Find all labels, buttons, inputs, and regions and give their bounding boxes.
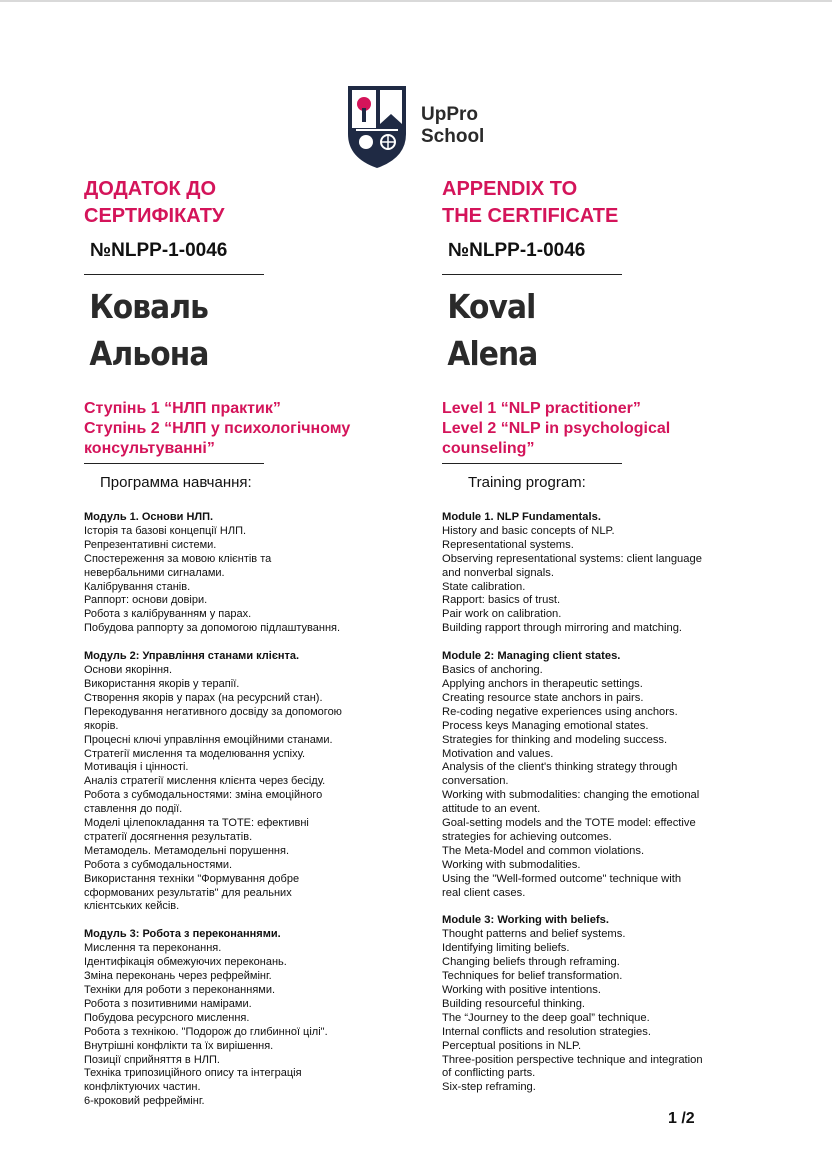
title-line: THE CERTIFICATE [442, 205, 619, 227]
module-item: Метамодель. Метамодельні порушення. [84, 844, 290, 857]
module-item: Техніка трипозиційного опису та інтеграція [84, 1067, 302, 1080]
module-item: Three-position perspective technique and integration [442, 1053, 703, 1066]
module-item: Building rapport through mirroring and matching. [442, 622, 683, 635]
module-item: Історія та базові концепції НЛП. [84, 524, 247, 537]
module-item: Observing representational systems: client language [442, 552, 702, 565]
module-title: Модуль 3: Робота з переконаннями. [84, 928, 281, 941]
module-item: клієнтських кейсів. [84, 900, 180, 913]
module-item: Використання якорів у терапії. [84, 677, 240, 690]
module-block [84, 511, 404, 636]
module-title: Module 2: Managing client states. [442, 650, 621, 663]
module-item: Working with submodalities. [442, 858, 581, 871]
module-item: 6-кроковий рефреймінг. [84, 1095, 205, 1108]
module-item: Робота з калібруванням у парах. [84, 608, 252, 621]
module-item: Working with submodalities: changing the emotional [442, 789, 700, 802]
module-item: Representational systems. [442, 538, 574, 551]
divider [84, 274, 264, 275]
module-item: Створення якорів у парах (на ресурсний стан). [84, 691, 323, 704]
module-item: Аналіз стратегії мислення клієнта через бесіду. [84, 775, 326, 788]
module-item: Мислення та переконання. [84, 942, 222, 955]
module-item: Перекодування негативного досвіду за допомогою [84, 705, 342, 718]
module-item: Rapport: basics of trust. [442, 594, 561, 607]
title-line: ДОДАТОК ДО [84, 178, 217, 200]
program-modules [442, 511, 772, 1095]
title-line: СЕРТИФІКАТУ [84, 205, 225, 227]
module-block [442, 650, 772, 900]
top-border [0, 0, 832, 2]
program-title: Training program: [468, 474, 586, 491]
module-item: Техніки для роботи з переконаннями. [84, 984, 276, 996]
program-modules [84, 511, 404, 1109]
module-item: Калібрування станів. [84, 580, 191, 593]
module-item: Process keys Managing emotional states. [442, 719, 649, 732]
module-item: real client cases. [442, 886, 526, 899]
module-item: Репрезентативні системи. [84, 538, 217, 551]
surname: Коваль [89, 287, 209, 326]
shield-logo-icon [346, 84, 408, 170]
module-item: Спостереження за мовою клієнтів та [84, 552, 272, 565]
module-item: of conflicting parts. [442, 1067, 536, 1080]
holder-name [84, 283, 372, 377]
module-item: сформованих результатів" для реальних [84, 886, 292, 899]
page-number: 1 /2 [668, 1110, 695, 1127]
module-item: Internal conflicts and resolution strategies. [442, 1025, 651, 1038]
module-item: Changing beliefs through reframing. [442, 956, 620, 969]
level-line: Ступінь 1 “НЛП практик” [84, 400, 281, 417]
module-item: Основи якоріння. [84, 664, 173, 677]
module-item: Applying anchors in therapeutic settings. [442, 677, 643, 690]
levels [84, 399, 404, 459]
level-line: Ступінь 2 “НЛП у психологічному [84, 420, 351, 437]
module-item: Зміна переконань через рефреймінг. [84, 970, 272, 983]
module-item: Using the "Well-formed outcome" technique with [442, 872, 682, 885]
logo-text-line1: UpPro [421, 104, 478, 125]
module-item: Позиції сприйняття в НЛП. [84, 1053, 220, 1066]
module-item: The “Journey to the deep goal” technique. [442, 1011, 650, 1024]
level-line: Level 2 “NLP in psychological [442, 420, 671, 437]
certificate-number: №NLPP-1-0046 [448, 240, 586, 261]
level-line: counseling” [442, 440, 535, 457]
appendix-title-ua [84, 176, 404, 230]
module-item: ставлення до події. [84, 803, 183, 816]
title-line: APPENDIX TO [442, 178, 578, 200]
divider [84, 463, 264, 464]
module-item: Робота з субмодальностями. [84, 858, 233, 871]
module-title: Модуль 2: Управління станами клієнта. [84, 650, 300, 663]
module-item: The Meta-Model and common violations. [442, 844, 645, 857]
module-item: Стратегії мислення та моделювання успіху. [84, 747, 306, 760]
module-item: Building resourceful thinking. [442, 997, 586, 1010]
right-column-english [442, 176, 772, 1109]
module-block [442, 914, 772, 1095]
module-item: якорів. [84, 719, 119, 732]
module-block [442, 511, 772, 636]
module-item: Motivation and values. [442, 747, 554, 760]
module-title: Module 3: Working with beliefs. [442, 914, 609, 927]
surname: Koval [447, 287, 536, 326]
module-item: Basics of anchoring. [442, 664, 543, 677]
module-item: State calibration. [442, 580, 526, 593]
module-item: Pair work on calibration. [442, 608, 562, 621]
module-item: Ідентифікація обмежуючих переконань. [84, 956, 287, 969]
module-item: стратегії досягнення результатів. [84, 830, 253, 843]
module-item: Six-step reframing. [442, 1081, 536, 1094]
module-item: Working with positive intentions. [442, 984, 601, 996]
module-item: Creating resource state anchors in pairs. [442, 691, 644, 704]
module-block [84, 650, 404, 914]
module-block [84, 928, 404, 1109]
module-title: Модуль 1. Основи НЛП. [84, 511, 214, 523]
module-item: Thought patterns and belief systems. [442, 928, 626, 941]
left-column-ukrainian [84, 176, 404, 1123]
module-item: Analysis of the client's thinking strategy through [442, 761, 678, 774]
module-item: Робота з технікою. "Подорож до глибинної цілі". [84, 1025, 328, 1038]
appendix-title-en [442, 176, 772, 230]
module-item: Раппорт: основи довіри. [84, 594, 208, 607]
module-item: strategies for achieving outcomes. [442, 830, 612, 843]
module-item: Re-coding negative experiences using anchors. [442, 705, 678, 718]
certificate-number: №NLPP-1-0046 [90, 240, 228, 261]
levels [442, 399, 772, 459]
logo-text [421, 104, 484, 148]
module-item: Goal-setting models and the TOTE model: effective [442, 817, 696, 830]
first-name: Alena [447, 334, 538, 373]
module-item: attitude to an event. [442, 803, 541, 816]
module-item: and nonverbal signals. [442, 566, 554, 579]
divider [442, 274, 622, 275]
module-item: Perceptual positions in NLP. [442, 1039, 582, 1052]
first-name: Альона [89, 334, 209, 373]
program-title: Программа навчання: [100, 474, 252, 491]
module-item: конфліктуючих частин. [84, 1081, 201, 1094]
uppro-school-logo [346, 84, 496, 170]
module-item: Identifying limiting beliefs. [442, 942, 570, 955]
module-item: Strategies for thinking and modeling success. [442, 733, 668, 746]
module-title: Module 1. NLP Fundamentals. [442, 511, 601, 523]
module-item: conversation. [442, 775, 509, 788]
module-item: Моделі цілепокладання та TOTE: ефективні [84, 817, 309, 830]
level-line: Level 1 “NLP practitioner” [442, 400, 641, 417]
holder-name [442, 283, 739, 377]
module-item: Процесні ключі управління емоційними станами. [84, 733, 333, 746]
module-item: History and basic concepts of NLP. [442, 524, 615, 537]
module-item: Робота з субмодальностями: зміна емоційного [84, 789, 323, 802]
module-item: Techniques for belief transformation. [442, 970, 623, 983]
logo-text-line2: School [421, 126, 485, 147]
module-item: Використання техніки "Формування добре [84, 872, 300, 885]
module-item: Внутрішні конфлікти та їх вирішення. [84, 1039, 274, 1052]
divider [442, 463, 622, 464]
module-item: Побудова ресурсного мислення. [84, 1011, 250, 1024]
module-item: невербальними сигналами. [84, 566, 225, 579]
module-item: Мотивація і цінності. [84, 761, 189, 774]
module-item: Робота з позитивними намірами. [84, 997, 252, 1010]
level-line: консультуванні” [84, 440, 215, 457]
module-item: Побудова раппорту за допомогою підлаштування. [84, 622, 341, 635]
